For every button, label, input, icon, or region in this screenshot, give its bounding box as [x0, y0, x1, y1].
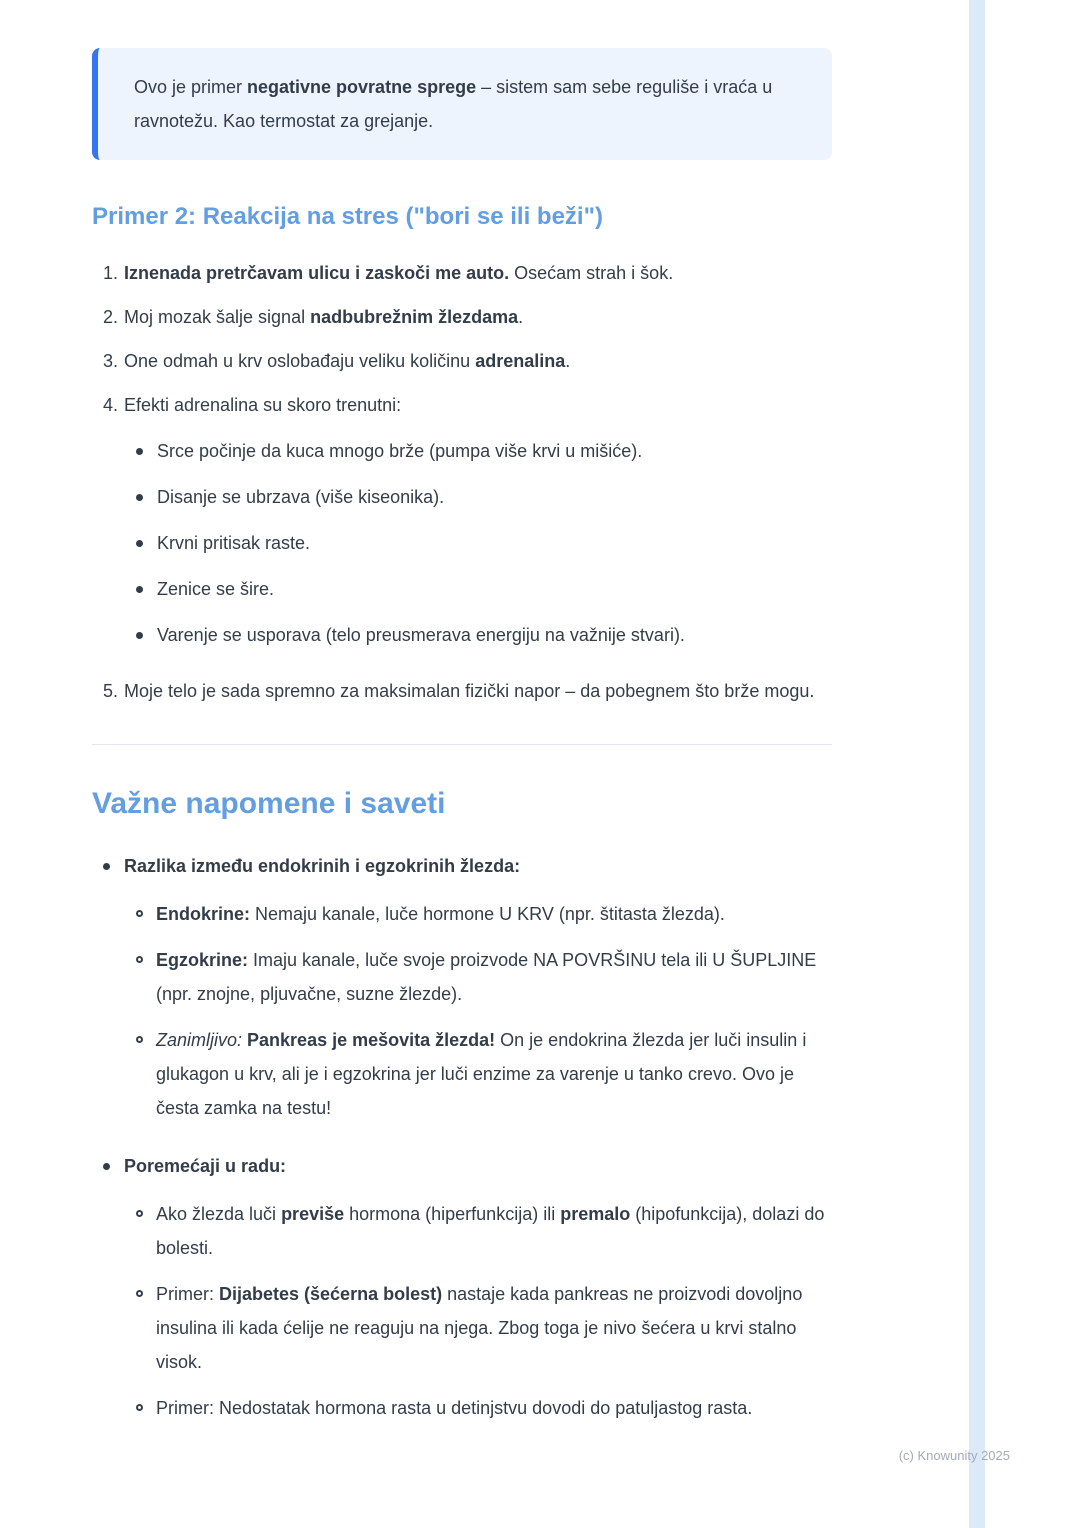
list-item — [136, 1197, 832, 1265]
text-segment: Moje telo je sada spremno za maksimalan fizički napor – da pobegnem što brže mogu. — [124, 681, 815, 701]
list-item — [103, 300, 832, 334]
callout-segment-bold: negativne povratne sprege — [247, 77, 477, 97]
list-item — [103, 1149, 832, 1437]
disorders-sublist — [124, 1197, 832, 1425]
list-item — [136, 1277, 832, 1379]
list-item-text — [156, 943, 832, 1011]
callout-note — [92, 48, 832, 160]
list-item — [103, 344, 832, 378]
list-item — [136, 618, 832, 652]
list-number: 3. — [103, 351, 119, 371]
bullet-dot-icon — [136, 494, 143, 501]
callout-segment: – sistem sam sebe reguliše i vraća u ravnotežu. Kao termostat za grejanje. — [134, 77, 773, 131]
list-item-text — [156, 1277, 832, 1379]
notes-list — [92, 849, 832, 1437]
list-number: 4. — [103, 395, 119, 415]
text-segment: One odmah u krv oslobađaju veliku količinu — [124, 351, 476, 371]
list-item-text — [156, 897, 725, 931]
text-segment-bold: adrenalina — [475, 351, 566, 371]
list-item-text — [124, 849, 832, 1137]
list-item-text: Disanje se ubrzava (više kiseonika). — [157, 487, 445, 507]
list-item — [136, 526, 832, 560]
list-item-text — [124, 256, 832, 290]
bullet-circle-icon — [136, 1404, 143, 1411]
list-item-text — [124, 388, 832, 664]
note-content — [92, 48, 832, 1449]
bullet-circle-icon — [136, 1290, 143, 1297]
list-item — [103, 849, 832, 1137]
list-item-text — [156, 1391, 752, 1425]
text-segment-bold: Iznenada pretrčavam ulicu i zaskoči me auto. — [124, 263, 510, 283]
text-segment-bold: Egzokrine: — [156, 950, 249, 970]
list-item — [103, 674, 832, 708]
text-segment: Ako žlezda luči — [156, 1204, 282, 1224]
text-segment: Osećam strah i šok. — [509, 263, 674, 283]
text-segment-bold: Poremećaji u radu: — [124, 1156, 287, 1176]
list-item-text — [124, 344, 832, 378]
bullet-dot-icon — [136, 540, 143, 547]
glands-difference-sublist — [124, 897, 832, 1125]
section-divider — [92, 744, 832, 745]
callout-segment: Ovo je primer — [134, 77, 248, 97]
list-item-text — [156, 1023, 832, 1125]
list-number: 1. — [103, 263, 119, 283]
adrenaline-effects-list — [124, 434, 832, 652]
section-heading-napomene: Važne napomene i saveti — [92, 787, 446, 820]
list-item-text — [124, 674, 832, 708]
text-segment: (hipofunkcija), dolazi do bolesti. — [156, 1204, 825, 1258]
bullet-dot-icon — [103, 1163, 110, 1170]
text-segment-bold: previše — [281, 1204, 345, 1224]
list-item — [136, 480, 832, 514]
text-segment-bold: Endokrine: — [156, 904, 251, 924]
list-item-text — [156, 1197, 832, 1265]
text-segment: . — [518, 307, 524, 327]
bullet-dot-icon — [136, 586, 143, 593]
text-segment: Efekti adrenalina su skoro trenutni: — [124, 395, 402, 415]
list-item — [136, 1023, 832, 1125]
list-item-text: Krvni pritisak raste. — [157, 533, 311, 553]
list-number: 2. — [103, 307, 119, 327]
list-number: 5. — [103, 681, 119, 701]
callout-text — [134, 70, 794, 138]
section-heading-primer2: Primer 2: Reakcija na stres ("bori se ili beži") — [92, 203, 603, 230]
bullet-circle-icon — [136, 956, 143, 963]
stress-steps-list — [92, 256, 832, 708]
bullet-dot-icon — [136, 632, 143, 639]
list-item-text: Varenje se usporava (telo preusmerava energiju na važnije stvari). — [157, 625, 685, 645]
list-item-text — [124, 300, 832, 334]
text-segment: . — [565, 351, 571, 371]
text-segment: Imaju kanale, luče svoje proizvode NA POVRŠINU tela ili U ŠUPLJINE (npr. znojne, pljuvačne, suzne žlezde). — [156, 950, 817, 1004]
text-segment: nastaje kada pankreas ne proizvodi dovoljno insulina ili kada ćelije ne reaguju na njega. Zbog toga je nivo šećera u krvi stalno visok. — [156, 1284, 803, 1372]
list-item — [103, 388, 832, 664]
list-item-text: Srce počinje da kuca mnogo brže (pumpa više krvi u mišiće). — [157, 441, 643, 461]
list-item — [136, 1391, 832, 1425]
copyright-note: (c) Knowunity 2025 — [898, 1448, 1010, 1463]
scrollbar-track[interactable] — [969, 0, 985, 1528]
text-segment: Primer: — [156, 1284, 219, 1304]
list-item-text — [124, 1149, 832, 1437]
list-item — [136, 943, 832, 1011]
list-item — [136, 572, 832, 606]
list-item — [136, 434, 832, 468]
bullet-dot-icon — [136, 448, 143, 455]
list-item — [103, 256, 832, 290]
text-segment: Moj mozak šalje signal — [124, 307, 311, 327]
text-segment: Nemaju kanale, luče hormone U KRV (npr. štitasta žlezda). — [250, 904, 725, 924]
text-segment: hormona (hiperfunkcija) ili — [344, 1204, 561, 1224]
text-segment-bold: Pankreas je mešovita žlezda! — [247, 1030, 496, 1050]
bullet-circle-icon — [136, 1036, 143, 1043]
text-segment-italic: Zanimljivo: — [156, 1030, 248, 1050]
text-segment-bold: nadbubrežnim žlezdama — [310, 307, 519, 327]
text-segment-bold: Dijabetes (šećerna bolest) — [219, 1284, 443, 1304]
list-item — [136, 897, 832, 931]
text-segment-bold: Razlika između endokrinih i egzokrinih žlezda: — [124, 856, 521, 876]
bullet-circle-icon — [136, 1210, 143, 1217]
list-item-text: Zenice se šire. — [157, 579, 275, 599]
bullet-circle-icon — [136, 910, 143, 917]
text-segment-bold: premalo — [560, 1204, 631, 1224]
text-segment: Primer: Nedostatak hormona rasta u detinjstvu dovodi do patuljastog rasta. — [156, 1398, 753, 1418]
bullet-dot-icon — [103, 863, 110, 870]
text-segment: On je endokrina žlezda jer luči insulin i glukagon u krv, ali je i egzokrina jer luči enzime za varenje u tanko crevo. Ovo je česta zamka na testu! — [156, 1030, 807, 1118]
